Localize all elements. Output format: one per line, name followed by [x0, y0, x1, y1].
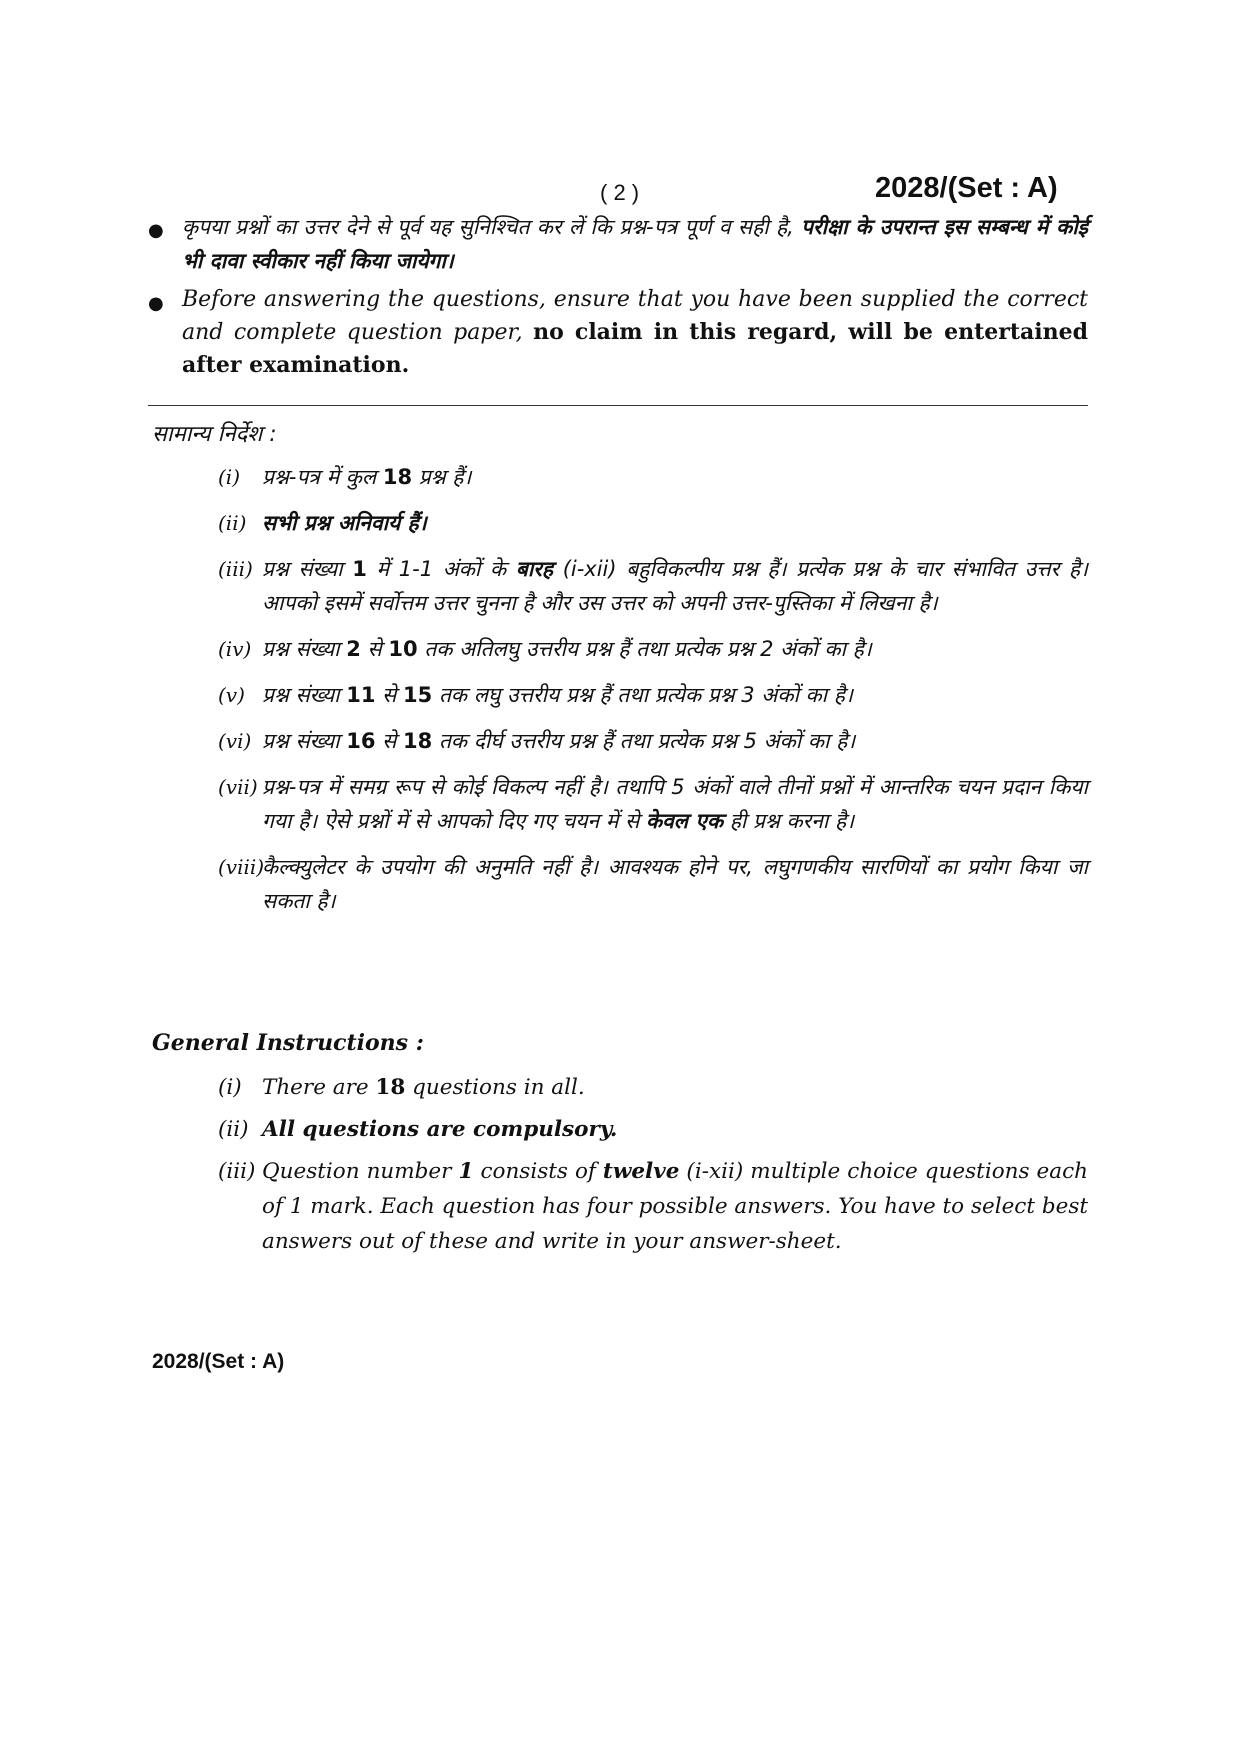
- page-number: ( 2 ): [600, 180, 640, 205]
- hindi-instructions-list: [218, 460, 1088, 930]
- hindi-instruction-ii: (ii) सभी प्रश्न अनिवार्य हैं।: [218, 511, 427, 535]
- notice-hindi-bold: परीक्षा के उपरान्त इस सम्बन्ध में कोई भी दावा स्वीकार नहीं किया जायेगा।: [182, 215, 1088, 273]
- hindi-instruction-v: (v) प्रश्न संख्या 11 से 15 तक लघु उत्तरीय प्रश्न हैं तथा प्रत्येक प्रश्न 3 अंकों का है।: [218, 683, 853, 707]
- english-instruction-iii: (iii) Question number 1 consists of twelve (i-xii) multiple choice questions each of 1 mark. Each question has four possible answers. You have to select best answers out of these and write in your answer-sheet.: [218, 1159, 1088, 1254]
- hindi-instruction-vi: (vi) प्रश्न संख्या 16 से 18 तक दीर्घ उत्तरीय प्रश्न हैं तथा प्रत्येक प्रश्न 5 अंकों का है।: [218, 729, 856, 753]
- hindi-instructions-heading: सामान्य निर्देश :: [152, 422, 277, 447]
- divider-line: [148, 405, 1088, 406]
- notice-hindi: [148, 210, 1088, 278]
- hindi-instruction-viii: (viii) कैल्क्युलेटर के उपयोग की अनुमति नहीं है। आवश्यक होने पर, लघुगणकीय सारणियों का प्रयोग किया जा सकता है।: [218, 855, 1088, 913]
- notice-english: [148, 283, 1088, 382]
- notice-hindi-text: कृपया प्रश्नों का उत्तर देने से पूर्व यह सुनिश्चित कर लें कि प्रश्न-पत्र पूर्ण व सही है,: [182, 215, 802, 239]
- bullet-icon: ●: [148, 293, 164, 314]
- english-instruction-ii: (ii) All questions are compulsory.: [218, 1117, 618, 1142]
- paper-code-footer: 2028/(Set : A): [152, 1350, 285, 1373]
- notice-english-text: Before answering the questions, ensure that you have been supplied the correct and complete question paper,: [182, 287, 1088, 345]
- hindi-instruction-iii: (iii) प्रश्न संख्या 1 में 1-1 अंकों के बारह (i-xii) बहुविकल्पीय प्रश्न हैं। प्रत्येक प्रश्न के चार संभावित उत्तर है। आपको इसमें सर्वोत्तम उत्तर चुनना है और उस उत्तर को अपनी उत्तर-पुस्तिका में लिखना है।: [218, 557, 1088, 615]
- hindi-instruction-i: (i) प्रश्न-पत्र में कुल 18 प्रश्न हैं।: [218, 465, 472, 489]
- hindi-instruction-iv: (iv) प्रश्न संख्या 2 से 10 तक अतिलघु उत्तरीय प्रश्न हैं तथा प्रत्येक प्रश्न 2 अंकों का है।: [218, 637, 872, 661]
- english-instruction-i: (i) There are 18 questions in all.: [218, 1075, 585, 1100]
- hindi-instruction-vii: (vii) प्रश्न-पत्र में समग्र रूप से कोई विकल्प नहीं है। तथापि 5 अंकों वाले तीनों प्रश्नों में आन्तरिक चयन प्रदान किया गया है। ऐसे प्रश्नों में से आपको दिए गए चयन में से केवल एक ही प्रश्न करना है।: [218, 775, 1088, 833]
- notice-english-bold: no claim in this regard, will be entertained after examination.: [182, 319, 1088, 378]
- bullet-icon: ●: [148, 220, 164, 241]
- english-instructions-list: [218, 1070, 1088, 1266]
- general-instructions-heading: General Instructions :: [152, 1030, 424, 1056]
- paper-code-header: 2028/(Set : A): [875, 172, 1058, 204]
